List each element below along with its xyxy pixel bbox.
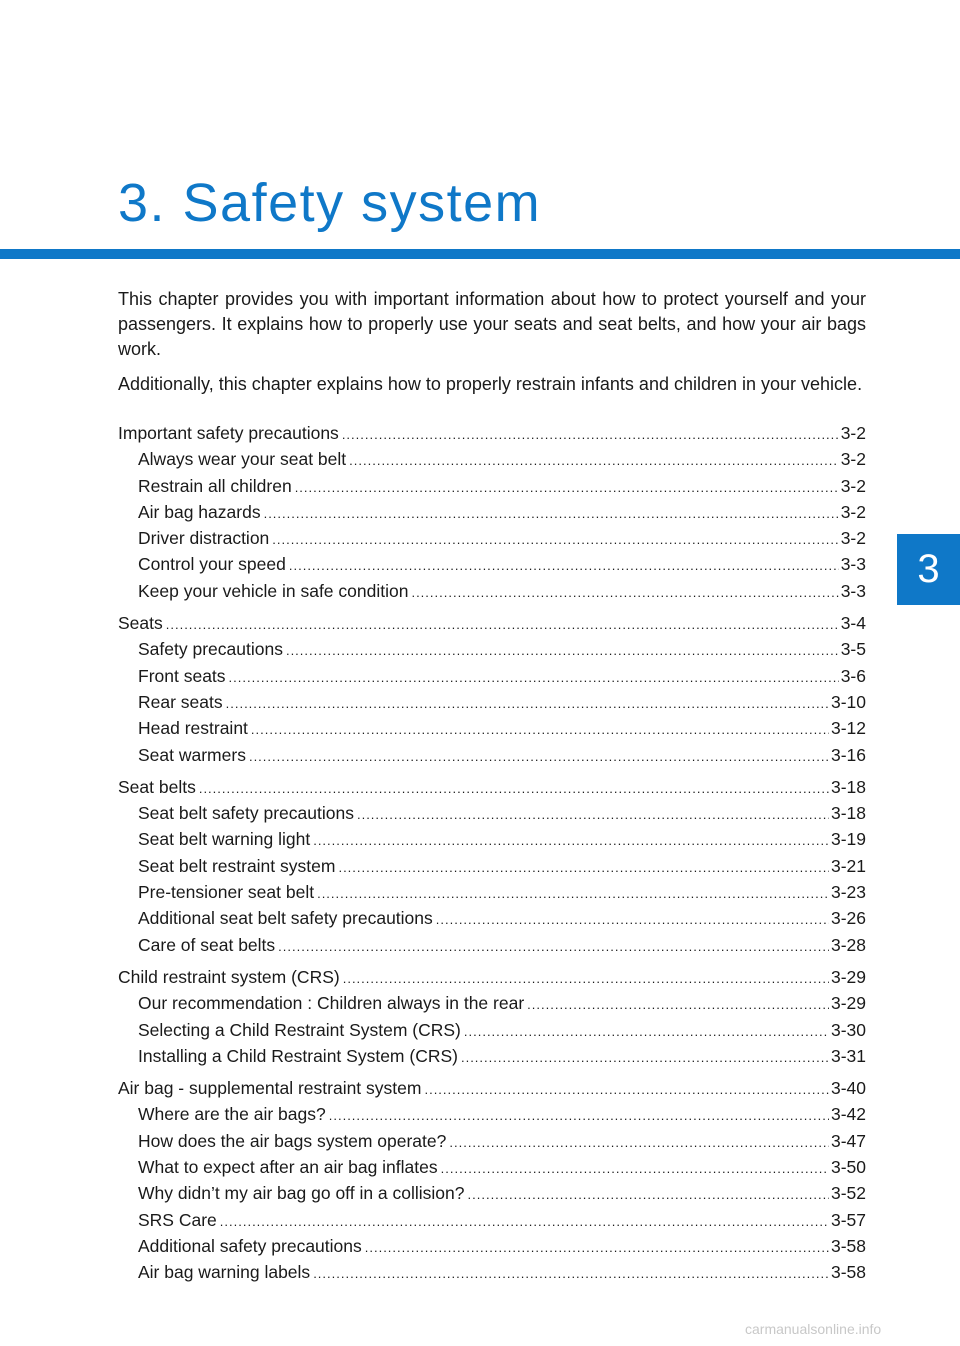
toc-entry[interactable] — [118, 965, 866, 991]
dot-leader — [441, 1157, 829, 1181]
dot-leader — [289, 554, 839, 578]
toc-entry-label: Control your speed — [138, 554, 286, 575]
toc-entry-label: Air bag - supplemental restraint system — [118, 1078, 422, 1099]
toc-page-number: 3-58 — [830, 1235, 866, 1256]
dot-leader — [199, 777, 829, 801]
toc-subentry[interactable] — [118, 801, 866, 827]
toc-page-number: 3-40 — [830, 1078, 866, 1099]
dot-leader — [220, 1210, 829, 1234]
toc-entry-label: Child restraint system (CRS) — [118, 966, 340, 987]
toc-entry-label: Seat belt restraint system — [138, 855, 336, 876]
dot-leader — [424, 1078, 829, 1102]
toc-subentry[interactable] — [118, 1155, 866, 1181]
toc-entry-label: Air bag hazards — [138, 501, 261, 522]
toc-entry-label: Additional safety precautions — [138, 1235, 362, 1256]
dot-leader — [527, 993, 829, 1017]
dot-leader — [411, 581, 838, 605]
toc-subentry[interactable] — [118, 933, 866, 959]
toc-subentry[interactable] — [118, 1018, 866, 1044]
toc-page-number: 3-30 — [830, 1019, 866, 1040]
toc-page-number: 3-2 — [840, 449, 866, 470]
title-rule — [0, 249, 960, 259]
dot-leader — [278, 935, 829, 959]
toc-section — [118, 1076, 866, 1286]
toc-page-number: 3-50 — [830, 1157, 866, 1178]
toc-entry-label: Installing a Child Restraint System (CRS) — [138, 1045, 458, 1066]
toc-page-number: 3-10 — [830, 691, 866, 712]
toc-entry-label: Safety precautions — [138, 639, 283, 660]
toc-subentry[interactable] — [118, 716, 866, 742]
toc-section — [118, 611, 866, 769]
toc-entry-label: Keep your vehicle in safe condition — [138, 580, 409, 601]
dot-leader — [313, 829, 829, 853]
toc-entry-label: Seat belt safety precautions — [138, 803, 354, 824]
toc-subentry[interactable] — [118, 906, 866, 932]
toc-page-number: 3-5 — [840, 639, 866, 660]
dot-leader — [365, 1236, 829, 1260]
toc-entry-label: Seats — [118, 613, 163, 634]
toc-subentry[interactable] — [118, 854, 866, 880]
dot-leader — [338, 856, 829, 880]
toc-entry-label: Selecting a Child Restraint System (CRS) — [138, 1019, 461, 1040]
toc-entry-label: Why didn’t my air bag go off in a collision? — [138, 1183, 465, 1204]
toc-page-number: 3-6 — [840, 665, 866, 686]
dot-leader — [286, 639, 839, 663]
toc-page-number: 3-3 — [840, 580, 866, 601]
dot-leader — [295, 476, 839, 500]
toc-page-number: 3-29 — [830, 966, 866, 987]
dot-leader — [166, 613, 839, 637]
toc-page-number: 3-21 — [830, 855, 866, 876]
dot-leader — [343, 967, 829, 991]
toc-page-number: 3-18 — [830, 776, 866, 797]
toc-page-number: 3-47 — [830, 1130, 866, 1151]
toc-entry-label: Front seats — [138, 665, 226, 686]
footer-watermark: carmanualsonline.info — [745, 1321, 882, 1337]
toc-section — [118, 421, 866, 605]
toc-page-number: 3-52 — [830, 1183, 866, 1204]
toc-page-number: 3-18 — [830, 803, 866, 824]
toc-subentry[interactable] — [118, 743, 866, 769]
toc-page-number: 3-4 — [840, 613, 866, 634]
toc-entry[interactable] — [118, 611, 866, 637]
dot-leader — [313, 1262, 829, 1286]
toc-page-number: 3-28 — [830, 934, 866, 955]
dot-leader — [468, 1183, 829, 1207]
toc-entry-label: Care of seat belts — [138, 934, 276, 955]
chapter-title: 3. Safety system — [118, 173, 542, 233]
toc-entry-label: Our recommendation : Children always in the rear — [138, 993, 525, 1014]
toc-page-number: 3-31 — [830, 1045, 866, 1066]
toc-subentry[interactable] — [118, 447, 866, 473]
toc-entry[interactable] — [118, 1076, 866, 1102]
toc-page-number: 3-26 — [830, 908, 866, 929]
toc-subentry[interactable] — [118, 1181, 866, 1207]
toc-subentry[interactable] — [118, 579, 866, 605]
dot-leader — [272, 528, 838, 552]
toc-page-number: 3-12 — [830, 718, 866, 739]
toc-page-number: 3-3 — [840, 554, 866, 575]
dot-leader — [342, 423, 839, 447]
toc-entry[interactable] — [118, 775, 866, 801]
toc-subentry[interactable] — [118, 1102, 866, 1128]
toc-page-number: 3-57 — [830, 1209, 866, 1230]
toc-entry-label: Rear seats — [138, 691, 223, 712]
toc-page-number: 3-42 — [830, 1104, 866, 1125]
toc-entry-label: Always wear your seat belt — [138, 449, 347, 470]
dot-leader — [436, 908, 829, 932]
toc-subentry[interactable] — [118, 637, 866, 663]
toc-section — [118, 965, 866, 1070]
dot-leader — [329, 1104, 829, 1128]
page-content — [118, 287, 866, 1293]
dot-leader — [264, 502, 839, 526]
toc-subentry[interactable] — [118, 500, 866, 526]
dot-leader — [464, 1020, 829, 1044]
toc-page-number: 3-2 — [840, 423, 866, 443]
toc-entry-label: How does the air bags system operate? — [138, 1130, 447, 1151]
toc-page-number: 3-2 — [840, 475, 866, 496]
toc-page-number: 3-58 — [830, 1262, 866, 1283]
toc-subentry[interactable] — [118, 1208, 866, 1234]
dot-leader — [449, 1131, 829, 1155]
toc-subentry[interactable] — [118, 1129, 866, 1155]
intro-paragraph: Additionally, this chapter explains how to properly restrain infants and children in your vehicle. — [118, 374, 863, 394]
toc-subentry[interactable] — [118, 474, 866, 500]
toc-subentry[interactable] — [118, 690, 866, 716]
dot-leader — [461, 1046, 829, 1070]
toc-entry-label: Where are the air bags? — [138, 1104, 326, 1125]
toc-entry-label: Seat warmers — [138, 744, 246, 765]
toc-subentry[interactable] — [118, 1260, 866, 1286]
toc-subentry[interactable] — [118, 1234, 866, 1260]
toc-page-number: 3-2 — [840, 528, 866, 549]
toc-subentry[interactable] — [118, 880, 866, 906]
toc-subentry[interactable] — [118, 827, 866, 853]
toc-page-number: 3-29 — [830, 993, 866, 1014]
toc-subentry[interactable] — [118, 552, 866, 578]
toc-entry-label: What to expect after an air bag inflates — [138, 1157, 438, 1178]
toc-section — [118, 775, 866, 959]
toc-entry-label: Seat belts — [118, 776, 196, 797]
toc-entry-label: Restrain all children — [138, 475, 292, 496]
toc-entry-label: SRS Care — [138, 1209, 217, 1230]
dot-leader — [229, 666, 839, 690]
toc-page-number: 3-2 — [840, 501, 866, 522]
toc-subentry[interactable] — [118, 526, 866, 552]
toc-entry-label: Air bag warning labels — [138, 1262, 311, 1283]
dot-leader — [357, 803, 829, 827]
toc-entry-label: Additional seat belt safety precautions — [138, 908, 433, 929]
intro — [118, 287, 866, 397]
dot-leader — [251, 718, 829, 742]
toc-page-number: 3-23 — [830, 882, 866, 903]
table-of-contents — [118, 421, 866, 1287]
chapter-tab: 3 — [897, 534, 960, 605]
dot-leader — [317, 882, 829, 906]
toc-entry-label: Driver distraction — [138, 528, 270, 549]
toc-entry-label: Pre-tensioner seat belt — [138, 882, 315, 903]
toc-entry-label: Head restraint — [138, 718, 248, 739]
toc-entry-label: Important safety precautions — [118, 423, 339, 443]
dot-leader — [349, 449, 839, 473]
dot-leader — [249, 745, 829, 769]
intro-paragraph: This chapter provides you with important information about how to protect yourself and your passengers. It explains how to properly use your seats and seat belts, and how your air bags work. — [118, 289, 866, 359]
toc-subentry[interactable] — [118, 991, 866, 1017]
dot-leader — [226, 692, 829, 716]
toc-subentry[interactable] — [118, 664, 866, 690]
toc-page-number: 3-19 — [830, 829, 866, 850]
toc-entry-label: Seat belt warning light — [138, 829, 311, 850]
toc-subentry[interactable] — [118, 1044, 866, 1070]
toc-entry[interactable] — [118, 421, 866, 447]
toc-page-number: 3-16 — [830, 744, 866, 765]
